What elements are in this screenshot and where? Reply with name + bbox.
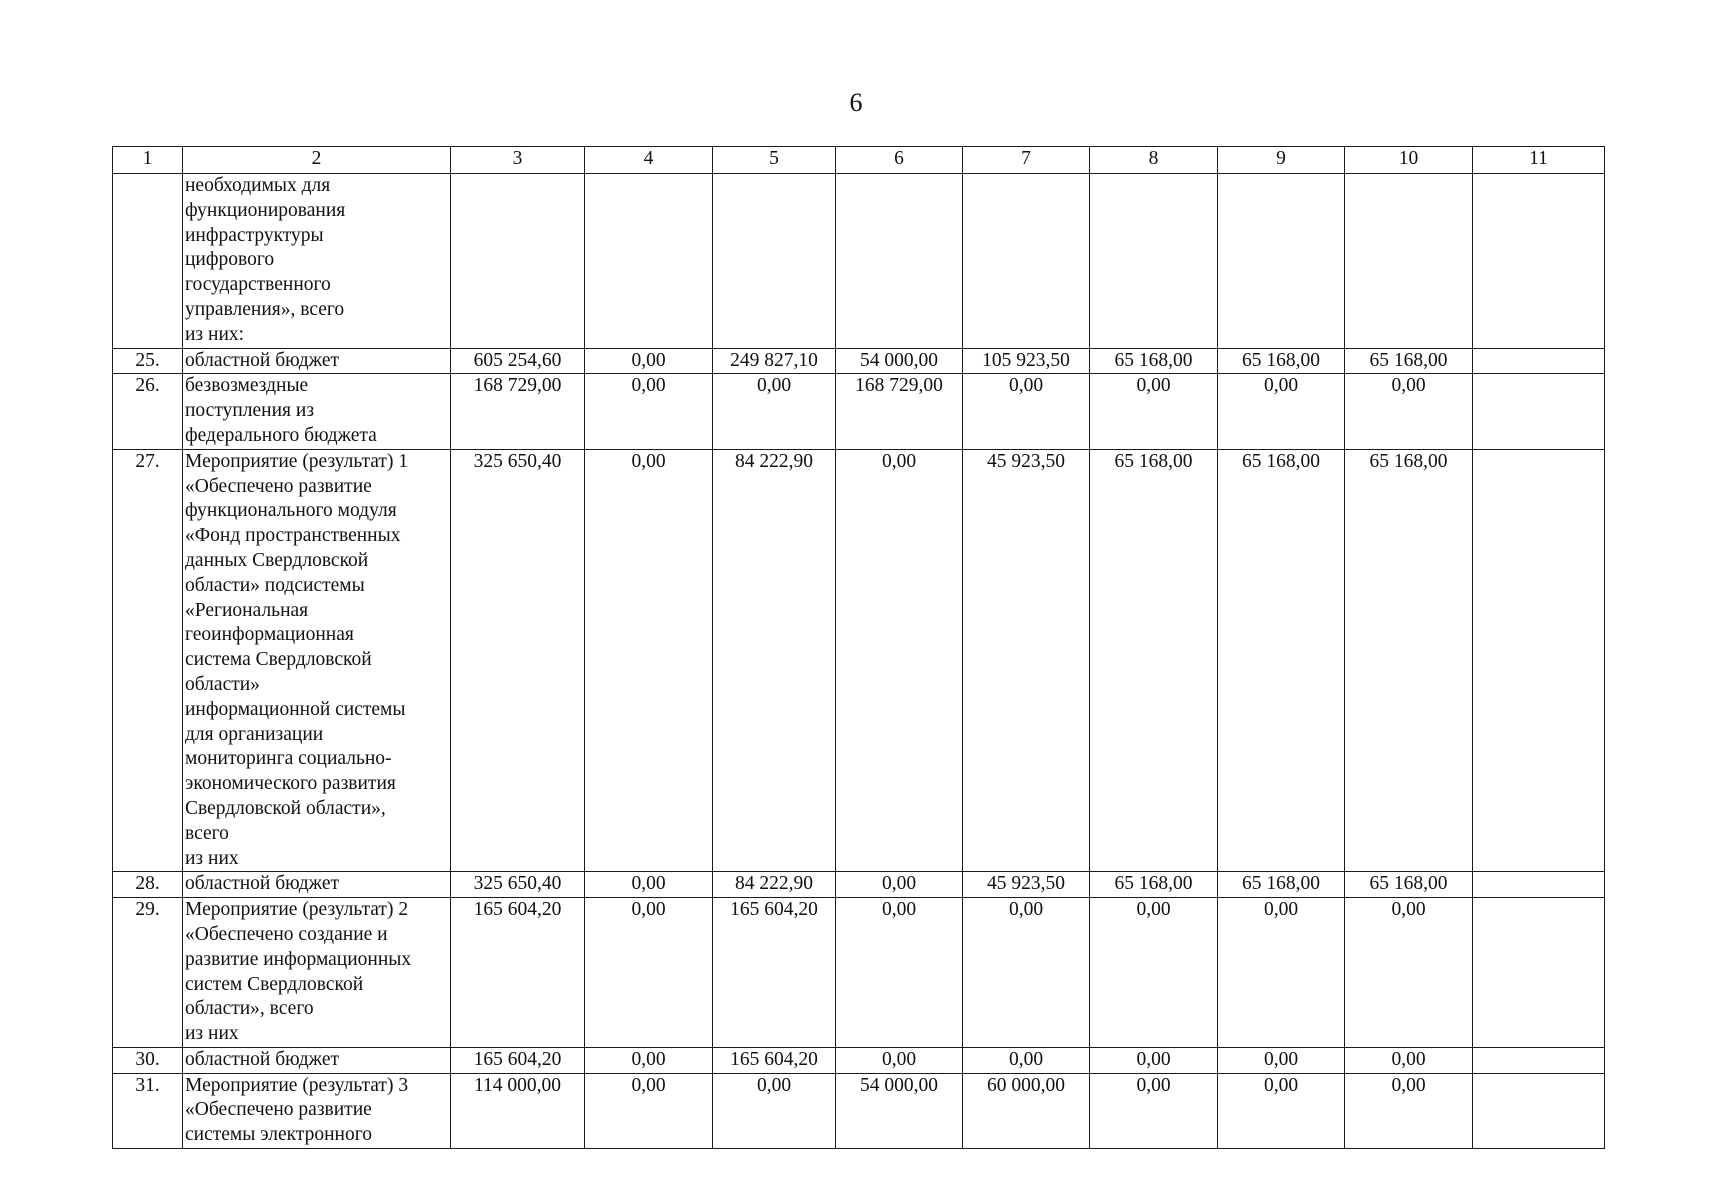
cell-value: 605 254,60 <box>451 348 585 374</box>
cell-value: 0,00 <box>1345 374 1473 449</box>
cell-value: 65 168,00 <box>1345 872 1473 898</box>
budget-table <box>112 146 1605 1149</box>
cell-value: 84 222,90 <box>713 449 836 872</box>
column-header: 9 <box>1218 147 1345 174</box>
cell-value: 0,00 <box>1090 374 1218 449</box>
cell-value: 0,00 <box>585 872 713 898</box>
column-header: 8 <box>1090 147 1218 174</box>
table-row <box>113 1047 1605 1073</box>
row-name: Мероприятие (результат) 2 «Обеспечено создание и развитие информационных систем Свердловской области», всего из них <box>183 898 451 1048</box>
cell-value: 0,00 <box>713 1073 836 1148</box>
cell-value: 165 604,20 <box>713 1047 836 1073</box>
column-header: 1 <box>113 147 183 174</box>
cell-value: 0,00 <box>585 898 713 1048</box>
cell-value: 0,00 <box>836 1047 963 1073</box>
cell-value: 0,00 <box>1218 374 1345 449</box>
row-number <box>113 174 183 349</box>
cell-value: 168 729,00 <box>836 374 963 449</box>
cell-value <box>1090 174 1218 349</box>
row-number: 25. <box>113 348 183 374</box>
cell-value: 0,00 <box>1090 1073 1218 1148</box>
row-number: 31. <box>113 1073 183 1148</box>
cell-value: 0,00 <box>1218 898 1345 1048</box>
column-header: 11 <box>1473 147 1605 174</box>
cell-value <box>1345 174 1473 349</box>
row-name: безвозмездные поступления из федерального бюджета <box>183 374 451 449</box>
cell-value <box>1473 374 1605 449</box>
cell-value: 0,00 <box>836 898 963 1048</box>
cell-value: 165 604,20 <box>451 1047 585 1073</box>
cell-value: 0,00 <box>1218 1047 1345 1073</box>
column-header: 5 <box>713 147 836 174</box>
cell-value: 0,00 <box>585 449 713 872</box>
table-row <box>113 374 1605 449</box>
cell-value: 45 923,50 <box>963 449 1090 872</box>
cell-value: 0,00 <box>836 449 963 872</box>
column-header: 7 <box>963 147 1090 174</box>
cell-value: 65 168,00 <box>1218 348 1345 374</box>
cell-value: 0,00 <box>836 872 963 898</box>
cell-value <box>1473 898 1605 1048</box>
cell-value: 0,00 <box>585 1073 713 1148</box>
cell-value: 84 222,90 <box>713 872 836 898</box>
cell-value: 0,00 <box>1345 898 1473 1048</box>
cell-value: 0,00 <box>585 1047 713 1073</box>
cell-value: 114 000,00 <box>451 1073 585 1148</box>
cell-value: 65 168,00 <box>1218 872 1345 898</box>
cell-value <box>585 174 713 349</box>
cell-value: 65 168,00 <box>1345 449 1473 872</box>
cell-value <box>963 174 1090 349</box>
cell-value: 65 168,00 <box>1090 449 1218 872</box>
cell-value: 165 604,20 <box>451 898 585 1048</box>
row-name: областной бюджет <box>183 348 451 374</box>
cell-value: 0,00 <box>713 374 836 449</box>
row-number: 28. <box>113 872 183 898</box>
cell-value: 0,00 <box>1345 1073 1473 1148</box>
cell-value: 60 000,00 <box>963 1073 1090 1148</box>
column-header: 6 <box>836 147 963 174</box>
cell-value <box>1473 1073 1605 1148</box>
column-header: 10 <box>1345 147 1473 174</box>
cell-value <box>1473 1047 1605 1073</box>
cell-value: 0,00 <box>1090 898 1218 1048</box>
column-header: 2 <box>183 147 451 174</box>
cell-value <box>451 174 585 349</box>
cell-value: 0,00 <box>963 1047 1090 1073</box>
cell-value <box>1473 872 1605 898</box>
cell-value: 325 650,40 <box>451 872 585 898</box>
table-row <box>113 348 1605 374</box>
cell-value <box>713 174 836 349</box>
cell-value: 0,00 <box>585 348 713 374</box>
row-name: Мероприятие (результат) 1 «Обеспечено развитие функционального модуля «Фонд пространственных данных Свердловской области» подсистемы «Региональная геоинформационная система Свердловской области» информационной системы для организации мониторинга социально- экономического развития Свердловской области», всего из них <box>183 449 451 872</box>
table-row <box>113 898 1605 1048</box>
cell-value <box>1473 449 1605 872</box>
cell-value: 65 168,00 <box>1090 348 1218 374</box>
cell-value <box>1473 174 1605 349</box>
cell-value: 165 604,20 <box>713 898 836 1048</box>
cell-value: 65 168,00 <box>1090 872 1218 898</box>
column-number-header-row <box>113 147 1605 174</box>
row-number: 27. <box>113 449 183 872</box>
cell-value: 0,00 <box>963 374 1090 449</box>
cell-value: 0,00 <box>1090 1047 1218 1073</box>
page-number: 6 <box>849 88 863 117</box>
cell-value: 0,00 <box>963 898 1090 1048</box>
row-number: 26. <box>113 374 183 449</box>
row-name: Мероприятие (результат) 3 «Обеспечено развитие системы электронного <box>183 1073 451 1148</box>
cell-value: 105 923,50 <box>963 348 1090 374</box>
cell-value: 45 923,50 <box>963 872 1090 898</box>
column-header: 3 <box>451 147 585 174</box>
cell-value: 168 729,00 <box>451 374 585 449</box>
row-number: 29. <box>113 898 183 1048</box>
cell-value: 249 827,10 <box>713 348 836 374</box>
cell-value: 0,00 <box>585 374 713 449</box>
cell-value: 54 000,00 <box>836 1073 963 1148</box>
cell-value <box>836 174 963 349</box>
table-row <box>113 174 1605 349</box>
cell-value <box>1218 174 1345 349</box>
table-row <box>113 872 1605 898</box>
cell-value: 54 000,00 <box>836 348 963 374</box>
cell-value: 65 168,00 <box>1345 348 1473 374</box>
row-name: необходимых для функционирования инфраструктуры цифрового государственного управления», всего из них: <box>183 174 451 349</box>
cell-value: 325 650,40 <box>451 449 585 872</box>
table-row <box>113 1073 1605 1148</box>
row-name: областной бюджет <box>183 1047 451 1073</box>
table-row <box>113 449 1605 872</box>
row-name: областной бюджет <box>183 872 451 898</box>
row-number: 30. <box>113 1047 183 1073</box>
column-header: 4 <box>585 147 713 174</box>
cell-value <box>1473 348 1605 374</box>
cell-value: 0,00 <box>1218 1073 1345 1148</box>
cell-value: 65 168,00 <box>1218 449 1345 872</box>
cell-value: 0,00 <box>1345 1047 1473 1073</box>
